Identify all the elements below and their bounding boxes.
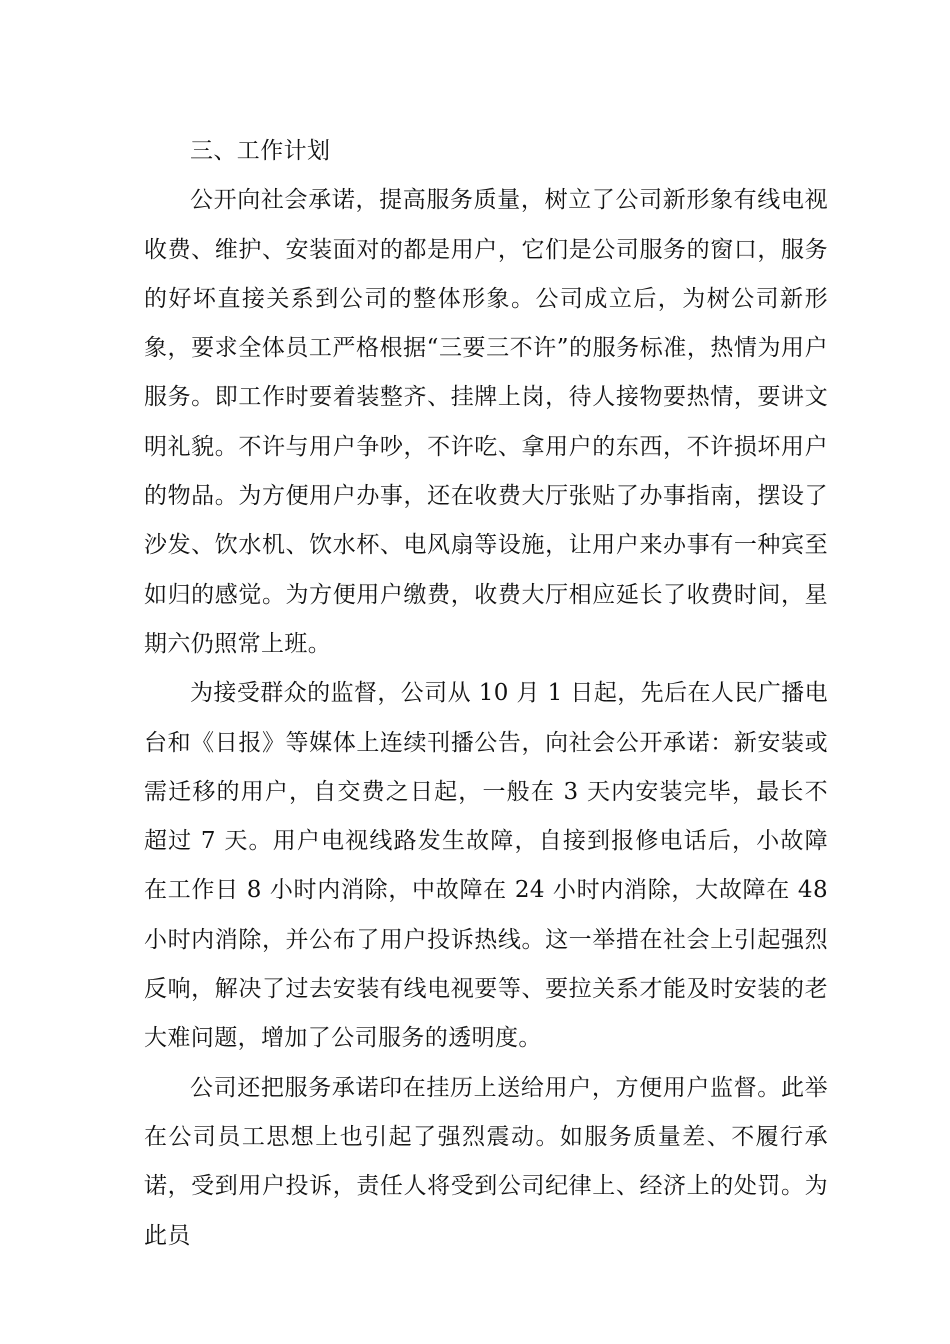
paragraph-calendar-commitment: 公司还把服务承诺印在挂历上送给用户，方便用户监督。此举在公司员工思想上也引起了强烈震动。如服务质量差、不履行承诺，受到用户投诉，责任人将受到公司纪律上、经济上的处罚。为此员 [144, 1074, 828, 1249]
section-heading: 三、工作计划 [190, 138, 331, 164]
paragraph-public-supervision: 为接受群众的监督，公司从 10 月 1 日起，先后在人民广播电台和《日报》等媒体上连续刊播公告，向社会公开承诺：新安装或需迁移的用户，自交费之日起，一般在 3 天内安装完毕，最长不超过 7 天。用户电视线路发生故障，自接到报修电话后，小故障在工作日 8 小时内消除，中故障在 24 小时内消除，大故障在 48 小时内消除，并公布了用户投诉热线。这一举措在社会上引起强烈反响，解决了过去安装有线电视要等、要拉关系才能及时安装的老大难问题，增加了公司服务的透明度。 [144, 680, 828, 1052]
document-body [144, 127, 828, 1261]
paragraph-service-commitment: 公开向社会承诺，提高服务质量，树立了公司新形象有线电视收费、维护、安装面对的都是用户，它们是公司服务的窗口，服务的好坏直接关系到公司的整体形象。公司成立后，为树公司新形象，要求全体员工严格根据“三要三不许”的服务标准，热情为用户服务。即工作时要着装整齐、挂牌上岗，待人接物要热情，要讲文明礼貌。不许与用户争吵，不许吃、拿用户的东西，不许损坏用户的物品。为方便用户办事，还在收费大厅张贴了办事指南，摆设了沙发、饮水机、饮水杯、电风扇等设施，让用户来办事有一种宾至如归的感觉。为方便用户缴费，收费大厅相应延长了收费时间，星期六仍照常上班。 [144, 187, 828, 657]
